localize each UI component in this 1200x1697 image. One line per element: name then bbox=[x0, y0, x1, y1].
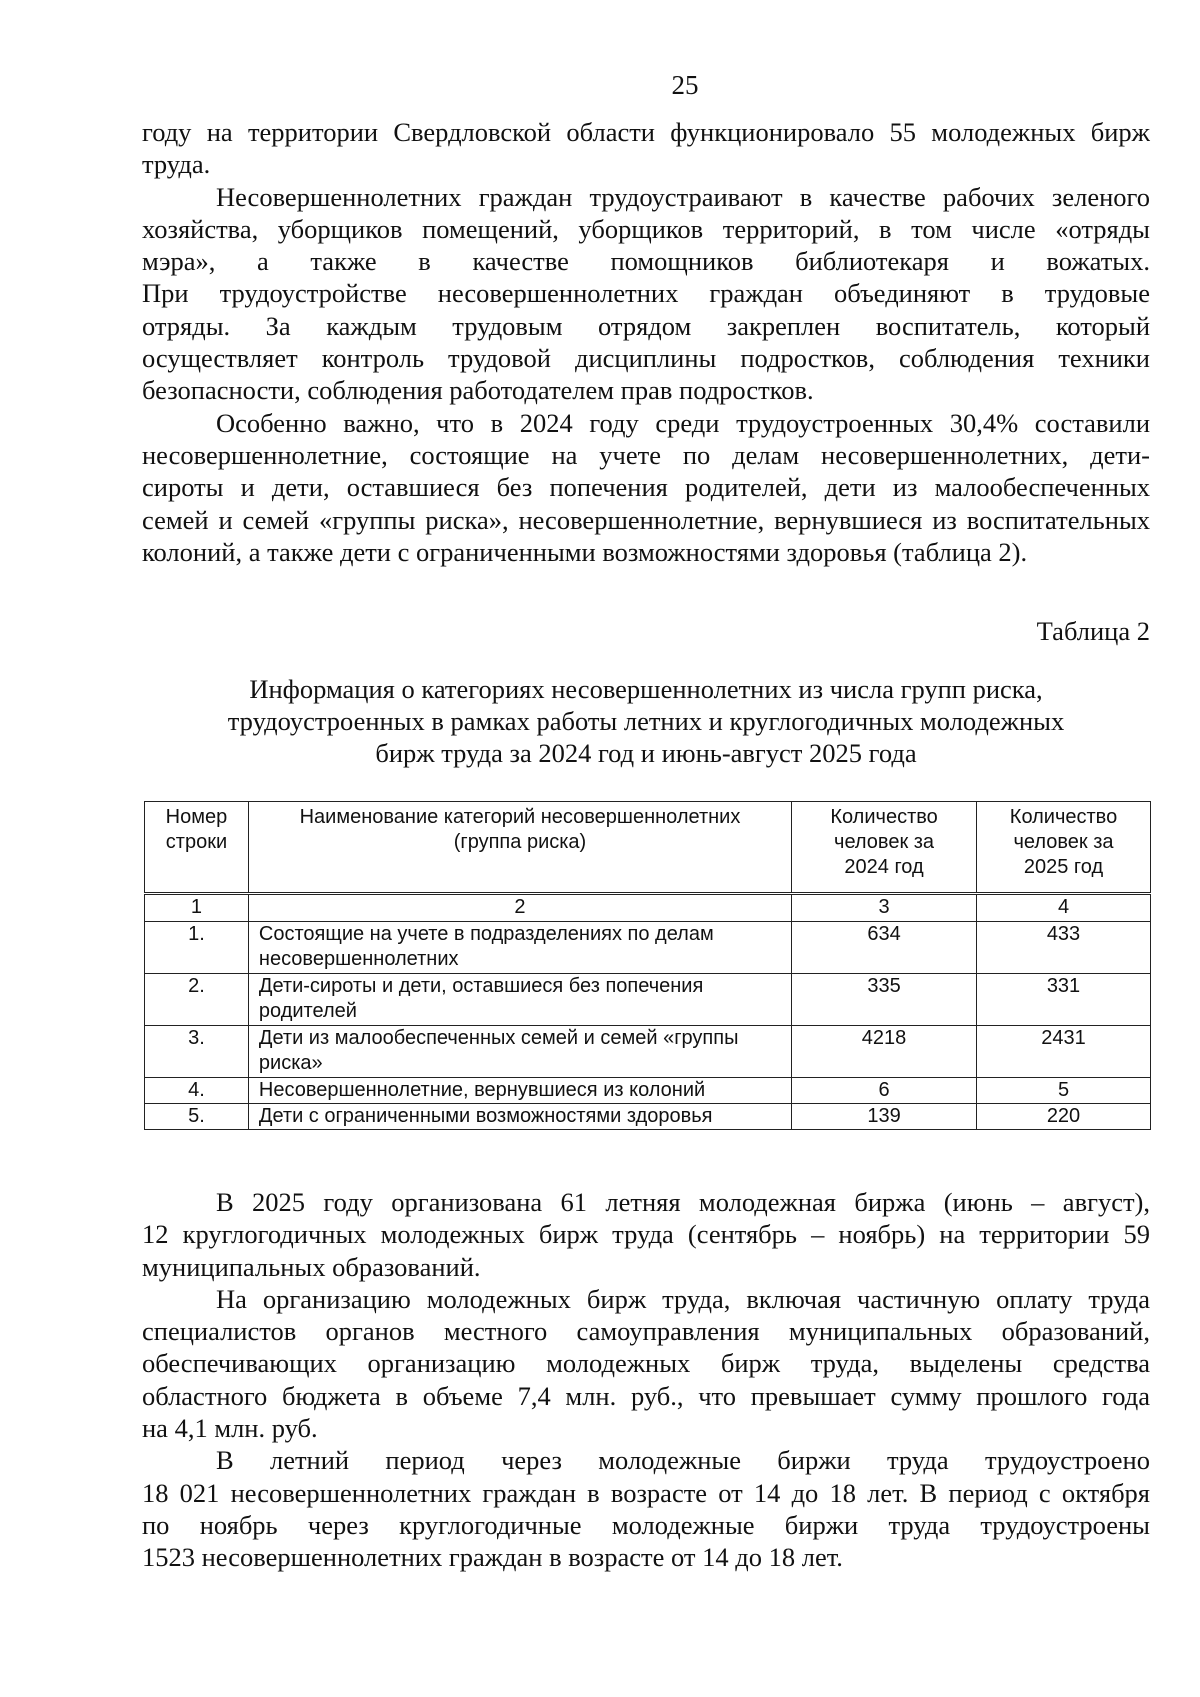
text-line: труда. bbox=[142, 149, 211, 180]
table-title bbox=[142, 673, 1150, 769]
text-line: сироты и дети, оставшиеся без попечения родителей, дети из малообеспеченных bbox=[142, 472, 1150, 503]
table-row bbox=[145, 1078, 1151, 1104]
text-line: Особенно важно, что в 2024 году среди трудоустроенных 30,4% составили bbox=[216, 407, 1150, 438]
text-line: мэра», а также в качестве помощников библиотекаря и вожатых. bbox=[142, 246, 1150, 277]
text-line: В летний период через молодежные биржи труда трудоустроено bbox=[216, 1445, 1150, 1476]
table-title-line: Информация о категориях несовершеннолетних из числа групп риска, bbox=[249, 674, 1043, 704]
risk-groups-table bbox=[144, 801, 1151, 1130]
row-number: 4. bbox=[145, 1078, 249, 1104]
count-2025: 220 bbox=[977, 1104, 1151, 1130]
text-line: При трудоустройстве несовершеннолетних граждан объединяют в трудовые bbox=[142, 278, 1150, 309]
text-line: по ноябрь через круглогодичные молодежные биржи труда трудоустроены bbox=[142, 1509, 1150, 1540]
text-line: областного бюджета в объеме 7,4 млн. руб., что превышает сумму прошлого года bbox=[142, 1380, 1150, 1411]
category-name: Дети-сироты и дети, оставшиеся без попечения родителей bbox=[248, 974, 791, 1026]
column-number: 3 bbox=[792, 894, 977, 922]
text-line: 12 круглогодичных молодежных бирж труда (сентябрь – ноябрь) на территории 59 bbox=[142, 1219, 1150, 1250]
header-category: Наименование категорий несовершеннолетних (группа риска) bbox=[248, 802, 791, 894]
header-count-2024: Количество человек за 2024 год bbox=[792, 802, 977, 894]
text-line: 1523 несовершеннолетних граждан в возрасте от 14 до 18 лет. bbox=[142, 1542, 843, 1573]
body-text-bottom bbox=[142, 1186, 1150, 1574]
category-name: Дети с ограниченными возможностями здоровья bbox=[248, 1104, 791, 1130]
text-line: отряды. За каждым трудовым отрядом закреплен воспитатель, который bbox=[142, 310, 1150, 341]
count-2025: 2431 bbox=[977, 1026, 1151, 1078]
category-name: Дети из малообеспеченных семей и семей «группы риска» bbox=[248, 1026, 791, 1078]
row-number: 1. bbox=[145, 922, 249, 974]
text-line: несовершеннолетние, состоящие на учете по делам несовершеннолетних, дети- bbox=[142, 439, 1150, 470]
category-name: Состоящие на учете в подразделениях по делам несовершеннолетних bbox=[248, 922, 791, 974]
text-line: осуществляет контроль трудовой дисциплины подростков, соблюдения техники bbox=[142, 343, 1150, 374]
table-row bbox=[145, 1026, 1151, 1078]
column-number: 1 bbox=[145, 894, 249, 922]
table-caption: Таблица 2 bbox=[1036, 616, 1150, 646]
body-text-top bbox=[142, 116, 1150, 568]
category-name: Несовершеннолетние, вернувшиеся из колоний bbox=[248, 1078, 791, 1104]
text-line: году на территории Свердловской области функционировало 55 молодежных бирж bbox=[142, 117, 1150, 147]
table-title-line: бирж труда за 2024 год и июнь-август 2025 года bbox=[375, 738, 917, 768]
text-line: муниципальных образований. bbox=[142, 1251, 481, 1282]
page-number: 25 bbox=[671, 70, 699, 100]
count-2025: 433 bbox=[977, 922, 1151, 974]
text-line: Несовершеннолетних граждан трудоустраивают в качестве рабочих зеленого bbox=[216, 181, 1150, 212]
text-line: хозяйства, уборщиков помещений, уборщиков территорий, в том числе «отряды bbox=[142, 213, 1150, 244]
text-line: безопасности, соблюдения работодателем прав подростков. bbox=[142, 375, 814, 406]
text-line: колоний, а также дети с ограниченными возможностями здоровья (таблица 2). bbox=[142, 536, 1028, 567]
count-2024: 335 bbox=[792, 974, 977, 1026]
table-row bbox=[145, 1104, 1151, 1130]
text-line: на 4,1 млн. руб. bbox=[142, 1413, 318, 1444]
text-line: На организацию молодежных бирж труда, включая частичную оплату труда bbox=[216, 1283, 1150, 1314]
column-number-row bbox=[145, 894, 1151, 922]
row-number: 3. bbox=[145, 1026, 249, 1078]
table-row bbox=[145, 922, 1151, 974]
text-line: обеспечивающих организацию молодежных бирж труда, выделены средства bbox=[142, 1348, 1150, 1379]
text-line: 18 021 несовершеннолетних граждан в возрасте от 14 до 18 лет. В период с октября bbox=[142, 1477, 1150, 1508]
count-2024: 6 bbox=[792, 1078, 977, 1104]
header-row-number: Номер строки bbox=[145, 802, 249, 894]
column-number: 2 bbox=[248, 894, 791, 922]
row-number: 5. bbox=[145, 1104, 249, 1130]
header-count-2025: Количество человек за 2025 год bbox=[977, 802, 1151, 894]
count-2024: 634 bbox=[792, 922, 977, 974]
text-line: семей и семей «группы риска», несовершеннолетние, вернувшиеся из воспитательных bbox=[142, 504, 1150, 535]
count-2025: 331 bbox=[977, 974, 1151, 1026]
text-line: В 2025 году организована 61 летняя молодежная биржа (июнь – август), bbox=[216, 1187, 1150, 1217]
column-number: 4 bbox=[977, 894, 1151, 922]
table-title-line: трудоустроенных в рамках работы летних и круглогодичных молодежных bbox=[227, 706, 1065, 736]
row-number: 2. bbox=[145, 974, 249, 1026]
table-row bbox=[145, 974, 1151, 1026]
count-2025: 5 bbox=[977, 1078, 1151, 1104]
count-2024: 4218 bbox=[792, 1026, 977, 1078]
table-header-row bbox=[145, 802, 1151, 894]
count-2024: 139 bbox=[792, 1104, 977, 1130]
text-line: специалистов органов местного самоуправления муниципальных образований, bbox=[142, 1316, 1150, 1347]
